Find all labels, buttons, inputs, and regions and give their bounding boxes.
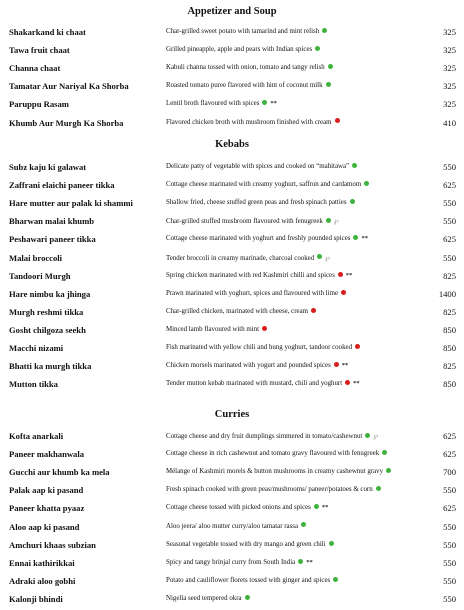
description-text: Char-grilled stuffed mushroom flavoured with fenugreek — [166, 218, 323, 226]
description-text: Potato and cauliflower florets tossed with ginger and spices — [166, 576, 331, 584]
description-text: Chicken morsels marinated with yogurt and pounded spices — [166, 362, 331, 370]
description-text: Mélange of Kashmiri morels & button mushrooms in creamy cashewnut gravy — [166, 468, 384, 476]
veg-dot-icon — [353, 235, 358, 240]
dish-name: Paruppu Rasam — [9, 99, 69, 110]
dish-description — [166, 272, 352, 279]
description-text: Cottage cheese and dry fruit dumplings simmered in tomato/cashewnut — [166, 433, 363, 440]
menu-item — [0, 253, 464, 267]
menu-item — [0, 234, 464, 248]
menu-item — [0, 99, 464, 113]
dish-name: Khumb Aur Murgh Ka Shorba — [9, 117, 124, 128]
dish-name: Shakarkand ki chaat — [9, 27, 86, 37]
dish-name: Channa chaat — [9, 63, 61, 74]
section-title: Kebabs — [215, 139, 249, 150]
veg-dot-icon — [245, 595, 250, 600]
description-text: Grilled pineapple, apple and pears with Indian spices — [166, 46, 313, 54]
spicy-marker: ** — [270, 100, 277, 108]
dish-description — [166, 163, 357, 170]
leaf-icon: ℘ — [325, 253, 331, 262]
dish-description — [166, 308, 316, 315]
spicy-marker: ** — [361, 235, 368, 243]
dish-price: 700 — [443, 467, 456, 478]
dish-description — [166, 199, 355, 206]
veg-dot-icon — [317, 254, 322, 259]
dish-price: 550 — [443, 162, 456, 172]
dish-price: 825 — [443, 361, 456, 372]
dish-price: 550 — [443, 485, 456, 496]
dish-price: 825 — [443, 306, 456, 317]
dish-price: 550 — [443, 198, 456, 209]
dish-price: 1400 — [438, 288, 456, 299]
description-text: Char-grilled chicken, marinated with cheese, cream — [166, 307, 309, 315]
dish-price: 550 — [443, 593, 456, 604]
dish-name: Paneer khatta pyaaz — [9, 503, 85, 514]
dish-name: Subz kaju ki galawat — [9, 162, 87, 172]
dish-price: 625 — [443, 449, 456, 460]
description-text: Seasonal vegetable tossed with dry mango and green chili — [166, 540, 326, 548]
dish-name: Adraki aloo gobhi — [9, 575, 76, 586]
dish-description — [166, 181, 369, 188]
dish-name: Gosht chilgoza seekh — [9, 324, 86, 335]
dish-price: 550 — [443, 539, 456, 550]
menu-item — [0, 361, 464, 375]
dish-name: Mutton tikka — [9, 379, 58, 390]
nonveg-dot-icon — [334, 362, 339, 367]
dish-description — [166, 82, 331, 89]
spicy-marker: ** — [345, 271, 353, 279]
veg-dot-icon — [329, 541, 334, 546]
description-text: Prawn marinated with yoghurt, spices and flavoured with lime — [166, 289, 339, 297]
spicy-marker: ** — [321, 504, 329, 512]
dish-name: Aloo aap ki pasand — [9, 521, 80, 532]
menu-item — [0, 379, 464, 393]
dish-description — [166, 28, 327, 35]
menu-item — [0, 558, 464, 572]
leaf-icon: ℘ — [333, 217, 339, 226]
section-title: Appetizer and Soup — [187, 6, 277, 17]
description-text: Spring chicken marinated with red Kashmiri chilli and spices — [166, 271, 335, 279]
veg-dot-icon — [315, 46, 320, 51]
veg-dot-icon — [376, 486, 381, 491]
description-text: Tender mutton kebab marinated with mustard, chili and yoghurt — [166, 380, 343, 388]
menu-item — [0, 449, 464, 463]
nonveg-dot-icon — [335, 118, 340, 123]
dish-price: 850 — [443, 324, 456, 335]
section-title: Curries — [214, 409, 250, 420]
veg-dot-icon — [326, 218, 331, 223]
dish-price: 325 — [443, 27, 456, 37]
dish-name: Malai broccoli — [9, 252, 63, 263]
leaf-icon: ℘ — [373, 432, 379, 440]
veg-dot-icon — [365, 433, 370, 438]
veg-dot-icon — [298, 559, 303, 564]
dish-description — [166, 486, 381, 493]
veg-dot-icon — [333, 577, 338, 582]
veg-dot-icon — [314, 504, 319, 509]
dish-name: Kalonji bhindi — [9, 593, 63, 604]
veg-dot-icon — [328, 64, 333, 69]
dish-description — [166, 254, 330, 262]
description-text: Cottage cheese marinated with creamy yoghurt, saffron and cardamom — [166, 181, 362, 189]
dish-name: Murgh reshmi tikka — [9, 306, 84, 317]
dish-description — [166, 119, 340, 126]
veg-dot-icon — [382, 450, 387, 455]
menu-item — [0, 198, 464, 212]
menu-item — [0, 325, 464, 339]
menu-item — [0, 522, 464, 536]
veg-dot-icon — [326, 82, 331, 87]
menu-item — [0, 307, 464, 321]
dish-description — [166, 432, 378, 440]
dish-description — [166, 450, 387, 457]
veg-dot-icon — [350, 199, 355, 204]
description-text: Aloo jeera/ aloo mutter curry/aloo tamatar rassa — [166, 522, 299, 530]
dish-price: 410 — [443, 117, 456, 128]
dish-name: Bharwan malai khumb — [9, 216, 95, 227]
dish-name: Hare mutter aur palak ki shammi — [9, 198, 133, 209]
description-text: Char-grilled sweet potato with tamarind and mint relish — [166, 28, 320, 35]
dish-price: 850 — [443, 379, 456, 390]
menu-item — [0, 81, 464, 95]
menu-item — [0, 180, 464, 194]
menu-item — [0, 343, 464, 357]
nonveg-dot-icon — [262, 326, 267, 331]
dish-price: 325 — [443, 99, 456, 110]
dish-name: Paneer makhanwala — [9, 449, 85, 460]
dish-name: Macchi nizami — [9, 343, 64, 353]
dish-price: 550 — [443, 575, 456, 586]
description-text: Roasted tomato puree flavored with hint of coconut milk — [166, 82, 323, 90]
dish-name: Peshawari paneer tikka — [9, 234, 96, 245]
dish-description — [166, 504, 328, 511]
description-text: Flavored chicken broth with mushroom finished with cream — [166, 118, 332, 126]
dish-name: Tandoori Murgh — [9, 270, 71, 281]
menu-item — [0, 503, 464, 517]
menu-item — [0, 431, 464, 445]
menu-item — [0, 485, 464, 499]
description-text: Fish marinated with yellow chili and hung yoghurt, tandoor cooked — [166, 344, 353, 351]
veg-dot-icon — [262, 100, 267, 105]
menu-item — [0, 216, 464, 230]
veg-dot-icon — [352, 163, 357, 168]
dish-price: 550 — [443, 216, 456, 227]
veg-dot-icon — [364, 181, 369, 186]
menu-item — [0, 576, 464, 590]
spicy-marker: ** — [306, 558, 313, 566]
dish-price: 325 — [443, 81, 456, 92]
dish-name: Bhatti ka murgh tikka — [9, 361, 92, 372]
description-text: Spicy and tangy brinjal curry from South India — [166, 558, 296, 566]
dish-name: Zaffrani elaichi paneer tikka — [9, 180, 115, 191]
description-text: Lentil broth flavoured with spices — [166, 100, 260, 108]
dish-name: Hare nimbu ka jhinga — [9, 288, 91, 299]
dish-description — [166, 344, 360, 351]
description-text: Shallow fried, cheese stuffed green peas and fresh spinach patties — [166, 199, 347, 207]
dish-description — [166, 100, 277, 107]
nonveg-dot-icon — [311, 308, 316, 313]
dish-description — [166, 64, 333, 71]
dish-description — [166, 577, 338, 584]
description-text: Cottage cheese in rich cashewnut and tomato gravy flavoured with fenugreek — [166, 450, 380, 458]
menu-item — [0, 118, 464, 132]
dish-price: 825 — [443, 270, 456, 281]
veg-dot-icon — [322, 28, 327, 33]
menu-item — [0, 63, 464, 77]
nonveg-dot-icon — [345, 380, 350, 385]
dish-name: Tamatar Aur Nariyal Ka Shorba — [9, 81, 129, 92]
dish-description — [166, 290, 346, 297]
veg-dot-icon — [301, 522, 306, 527]
dish-price: 625 — [443, 503, 456, 514]
veg-dot-icon — [386, 468, 391, 473]
dish-description — [166, 468, 391, 475]
dish-name: Ennai kathirikkai — [9, 557, 75, 568]
menu-item — [0, 45, 464, 59]
description-text: Delicate patty of vegetable with spices and cooked on “mahitawa” — [166, 163, 350, 170]
dish-description — [166, 559, 313, 566]
dish-description — [166, 523, 306, 530]
dish-name: Kofta anarkali — [9, 431, 64, 441]
description-text: Nigella seed tempered okra — [166, 594, 242, 602]
dish-description — [166, 46, 320, 53]
menu-item — [0, 540, 464, 554]
menu-item — [0, 467, 464, 481]
spicy-marker: ** — [353, 380, 360, 388]
dish-price: 550 — [443, 557, 456, 568]
menu-item — [0, 27, 464, 41]
dish-price: 550 — [443, 521, 456, 532]
dish-description — [166, 380, 360, 387]
description-text: Tender broccoli in creamy marinade, charcoal cooked — [166, 254, 315, 262]
nonveg-dot-icon — [338, 272, 343, 277]
menu-item — [0, 271, 464, 285]
dish-price: 850 — [443, 343, 456, 353]
dish-price: 625 — [443, 180, 456, 191]
description-text: Kabuli channa tossed with onion, tomato and tangy relish — [166, 64, 325, 72]
nonveg-dot-icon — [341, 290, 346, 295]
dish-description — [166, 326, 267, 333]
dish-description — [166, 235, 368, 242]
dish-price: 325 — [443, 45, 456, 56]
dish-price: 625 — [443, 234, 456, 245]
dish-description — [166, 217, 339, 225]
description-text: Cottage cheese marinated with yoghurt and freshly pounded spices — [166, 235, 351, 243]
nonveg-dot-icon — [355, 344, 360, 349]
dish-description — [166, 541, 334, 548]
dish-price: 325 — [443, 63, 456, 74]
dish-name: Gucchi aur khumb ka mela — [9, 467, 110, 478]
dish-name: Tawa fruit chaat — [9, 45, 70, 56]
menu-item — [0, 289, 464, 303]
dish-price: 625 — [443, 431, 456, 441]
description-text: Fresh spinach cooked with green peas/mushrooms/ paneer/potatoes & corn — [166, 486, 373, 494]
dish-price: 550 — [443, 252, 456, 263]
dish-name: Amchuri khaas subzian — [9, 539, 96, 550]
dish-description — [166, 595, 250, 602]
dish-name: Palak aap ki pasand — [9, 485, 84, 496]
menu-item — [0, 594, 464, 608]
menu-item — [0, 162, 464, 176]
description-text: Cottage cheese tossed with picked onions and spices — [166, 504, 311, 512]
description-text: Minced lamb flavoured with mint — [166, 325, 260, 333]
spicy-marker: ** — [341, 362, 349, 370]
dish-description — [166, 362, 348, 369]
